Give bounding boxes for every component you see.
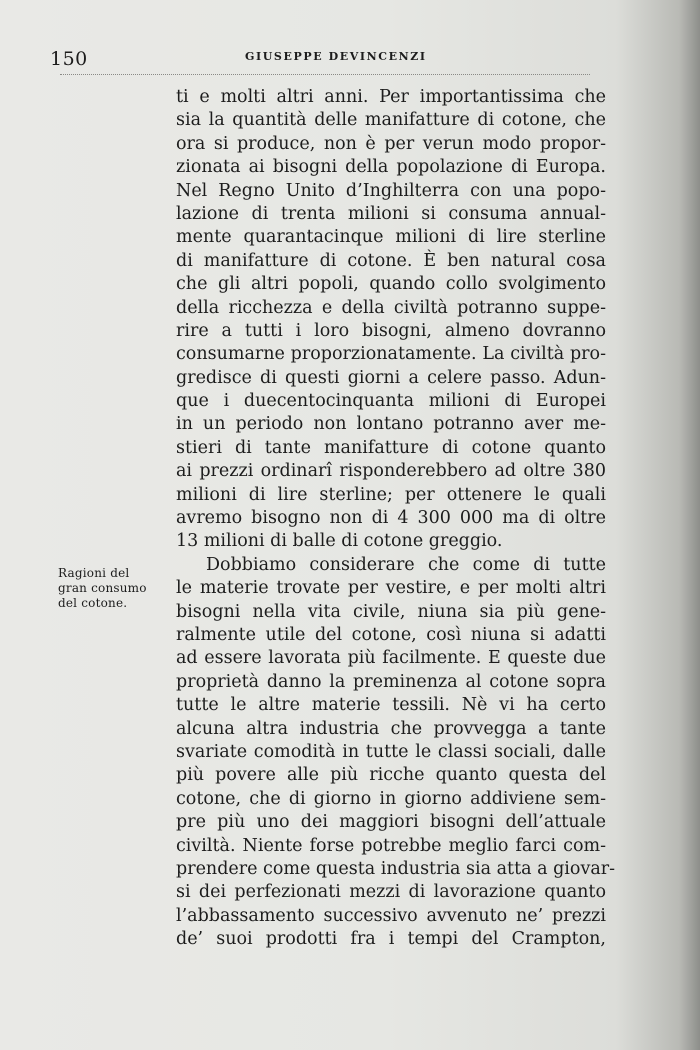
text-line: in un periodo non lontano potranno aver me- xyxy=(176,414,606,435)
text-line: que i duecentocinquanta milioni di Europei xyxy=(176,391,606,412)
text-line: proprietà danno la preminenza al cotone sopra xyxy=(176,671,606,692)
text-line: milioni di lire sterline; per ottenere le quali xyxy=(176,484,606,505)
text-line: ralmente utile del cotone, così niuna si adatti xyxy=(176,624,606,645)
text-line: civiltà. Niente forse potrebbe meglio farci com- xyxy=(176,835,606,856)
text-line: 13 milioni di balle di cotone greggio. xyxy=(176,531,503,552)
text-line: zionata ai bisogni della popolazione di Europa. xyxy=(176,157,606,178)
text-line: ad essere lavorata più facilmente. E queste due xyxy=(176,648,606,669)
paragraph-2 xyxy=(176,554,616,952)
text-line: cotone, che di giorno in giorno addiviene sem- xyxy=(176,788,606,809)
margin-note xyxy=(58,566,170,611)
margin-note-line: del cotone. xyxy=(58,596,128,610)
paragraph-1 xyxy=(176,86,606,554)
text-line: si dei perfezionati mezzi di lavorazione quanto xyxy=(176,882,606,903)
text-line: svariate comodità in tutte le classi sociali, dalle xyxy=(176,741,606,762)
text-line: le materie trovate per vestire, e per molti altri xyxy=(176,578,606,599)
margin-note-line: Ragioni del xyxy=(58,566,130,580)
running-head: GIUSEPPE DEVINCENZI xyxy=(245,50,427,63)
text-line: bisogni nella vita civile, niuna sia più gene- xyxy=(176,601,606,622)
text-line: stieri di tante manifatture di cotone quanto xyxy=(176,437,606,458)
text-line: mente quarantacinque milioni di lire sterline xyxy=(176,227,606,248)
text-line: avremo bisogno non di 4 300 000 ma di oltre xyxy=(176,508,606,529)
text-line: della ricchezza e della civiltà potranno suppe- xyxy=(176,297,606,318)
text-line: alcuna altra industria che provvegga a tante xyxy=(176,718,606,739)
body-text xyxy=(176,86,616,951)
text-line: Nel Regno Unito d’Inghilterra con una popo- xyxy=(176,180,606,201)
text-line: ai prezzi ordinarî risponderebbero ad oltre 380 xyxy=(176,461,606,482)
text-line: rire a tutti i loro bisogni, almeno dovranno xyxy=(176,320,606,341)
text-line: pre più uno dei maggiori bisogni dell’attuale xyxy=(176,812,606,833)
text-line: Dobbiamo considerare che come di tutte xyxy=(206,554,606,575)
text-line: tutte le altre materie tessili. Nè vi ha certo xyxy=(176,695,606,716)
text-line: sia la quantità delle manifatture di cotone, che xyxy=(176,110,606,131)
text-line: ora si produce, non è per verun modo propor- xyxy=(176,133,606,154)
text-line: l’abbassamento successivo avvenuto ne’ prezzi xyxy=(176,905,606,926)
text-line: che gli altri popoli, quando collo svolgimento xyxy=(176,274,606,295)
text-line: gredisce di questi giorni a celere passo. Adun- xyxy=(176,367,606,388)
text-line: ti e molti altri anni. Per importantissima che xyxy=(176,87,606,107)
text-line: di manifatture di cotone. È ben natural cosa xyxy=(176,250,606,271)
text-line: de’ suoi prodotti fra i tempi del Crampton, xyxy=(176,929,606,950)
margin-note-line: gran consumo xyxy=(58,581,147,595)
text-line: lazione di trenta milioni si consuma annual- xyxy=(176,203,606,224)
page-number: 150 xyxy=(50,48,88,70)
text-line: consumarne proporzionatamente. La civiltà pro- xyxy=(176,344,606,365)
text-line: prendere come questa industria sia atta a giovar- xyxy=(176,858,616,879)
text-line: più povere alle più ricche quanto questa del xyxy=(176,765,606,786)
header-rule xyxy=(60,74,590,75)
